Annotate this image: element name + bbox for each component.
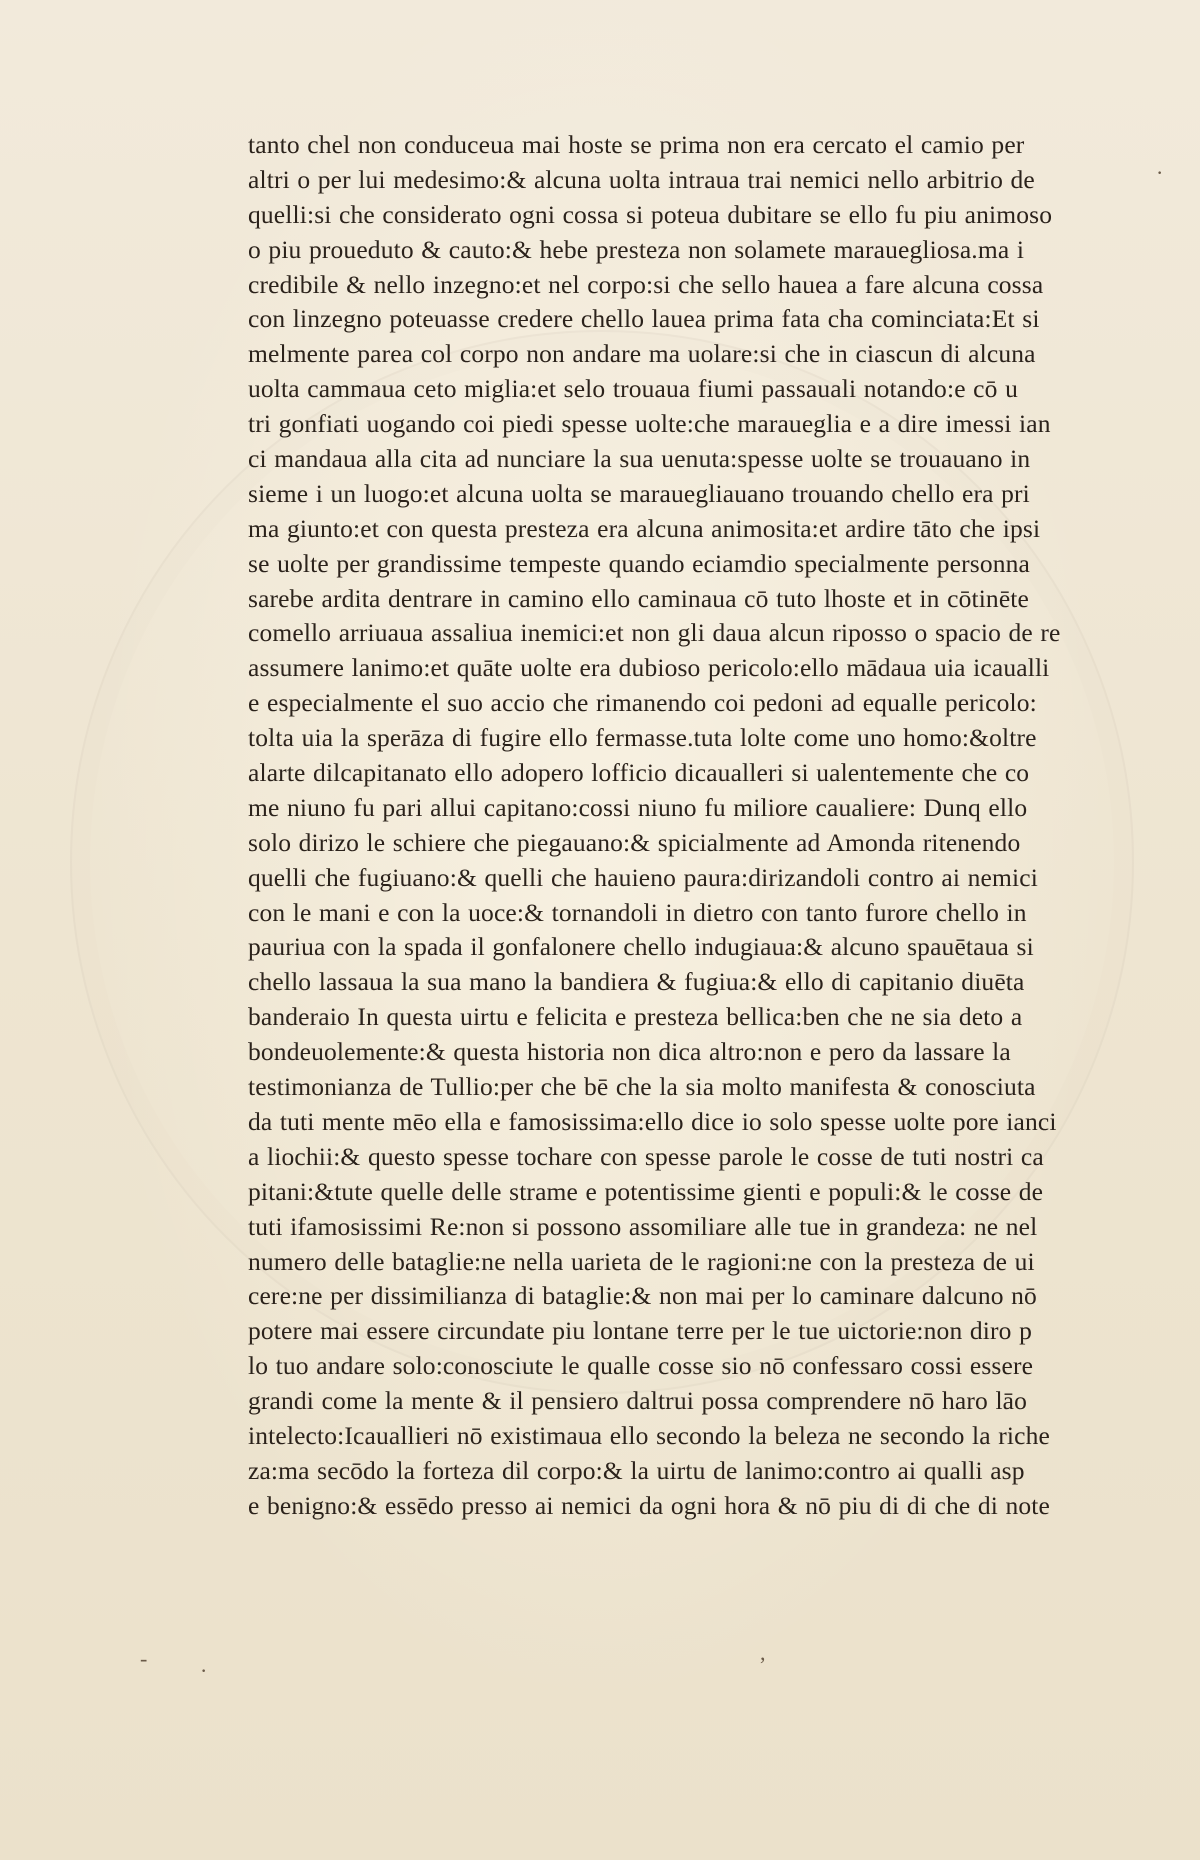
text-line: e especialmente el suo accio che rimanendo coi pedoni ad equalle pericolo: xyxy=(248,688,1037,718)
text-line: ci mandaua alla cita ad nunciare la sua uenuta:spesse uolte se trouauano in xyxy=(248,444,1031,474)
text-line: numero delle bataglie:ne nella uarieta de le ragioni:ne con la presteza de ui xyxy=(248,1246,1035,1276)
text-line: da tuti mente mēo ella e famosissima:ello dice io solo spesse uolte pore ianci xyxy=(248,1106,1057,1136)
text-line: con le mani e con la uoce:& tornandoli in dietro con tanto furore chello in xyxy=(248,897,1027,927)
text-line: o piu proueduto & cauto:& hebe presteza non solamete marauegliosa.ma i xyxy=(248,234,1025,264)
text-line: potere mai essere circundate piu lontane terre per le tue uictorie:non diro p xyxy=(248,1316,1032,1346)
text-line: melmente parea col corpo non andare ma uolare:si che in ciascun di alcuna xyxy=(248,339,1036,369)
text-line: solo dirizo le schiere che piegauano:& spicialmente ad Amonda ritenendo xyxy=(248,827,1021,857)
text-line: ma giunto:et con questa presteza era alcuna animosita:et ardire tāto che ipsi xyxy=(248,513,1041,543)
text-line: grandi come la mente & il pensiero daltrui possa comprendere nō haro lāo xyxy=(248,1386,1028,1416)
text-line: tolta uia la sperāza di fugire ello fermasse.tuta lolte come uno homo:&oltre xyxy=(248,723,1037,753)
text-line: e benigno:& essēdo presso ai nemici da ogni hora & nō piu di di che di note xyxy=(248,1490,1050,1520)
text-line: chello lassaua la sua mano la bandiera & fugiua:& ello di capitanio diuēta xyxy=(248,967,1025,997)
text-line: bondeuolemente:& questa historia non dica altro:non e pero da lassare la xyxy=(248,1037,1011,1067)
margin-speck: - xyxy=(140,1646,148,1671)
text-line: pitani:&tute quelle delle strame e potentissime gienti e populi:& le cosse de xyxy=(248,1176,1044,1206)
text-line: testimonianza de Tullio:per che bē che la sia molto manifesta & conosciuta xyxy=(248,1072,1036,1102)
text-line: za:ma secōdo la forteza dil corpo:& la uirtu de lanimo:contro ai qualli asp xyxy=(248,1455,1025,1485)
margin-speck: · xyxy=(1156,160,1164,185)
text-line: lo tuo andare solo:conosciute le qualle cosse sio nō confessaro cossi essere xyxy=(248,1351,1034,1381)
text-line: alarte dilcapitanato ello adopero lofficio dicaualleri si ualentemente che co xyxy=(248,758,1030,788)
text-line: se uolte per grandissime tempeste quando eciamdio specialmente personna xyxy=(248,548,1030,578)
text-line: sieme i un luogo:et alcuna uolta se marauegliauano trouando chello era pri xyxy=(248,478,1030,508)
text-line: quelli che fugiuano:& quelli che hauieno paura:dirizandoli contro ai nemici xyxy=(248,862,1038,892)
text-line: altri o per lui medesimo:& alcuna uolta intraua trai nemici nello arbitrio de xyxy=(248,164,1035,194)
text-line: tri gonfiati uogando coi piedi spesse uolte:che marauegliа e a dire imessi ian xyxy=(248,409,1051,439)
text-line: me niuno fu pari allui capitano:cossi niuno fu miliore caualiere: Dunq ello xyxy=(248,792,1028,822)
text-line: pauriua con la spada il gonfalonere chello indugiaua:& alcuno spauētaua si xyxy=(248,932,1034,962)
text-line: intelecto:Icauallieri nō existimaua ello secondo la beleza ne secondo la riche xyxy=(248,1420,1050,1450)
text-line: quelli:si che considerato ogni cossa si poteua dubitare se ello fu piu animoso xyxy=(248,199,1053,229)
margin-speck: · xyxy=(200,1658,208,1683)
text-line: con linzegno poteuasse credere chello lauea prima fata cha cominciata:Et si xyxy=(248,304,1040,334)
text-line: comello arriuaua assaliua inemici:et non gli daua alcun riposso o spacio de re xyxy=(248,618,1061,648)
text-line: tanto chel non conduceua mai hoste se prima non era cercato el camio per xyxy=(248,130,1025,159)
text-line: banderaio In questa uirtu e felicita e presteza bellica:ben che ne sia deto a xyxy=(248,1002,1023,1032)
text-line: credibile & nello inzegno:et nel corpo:si che sello hauea a fare alcuna cossa xyxy=(248,269,1044,299)
text-line: assumere lanimo:et quāte uolte era dubioso pericolo:ello mādaua uia icaualli xyxy=(248,653,1050,683)
text-line: a liochii:& questo spesse tochare con spesse parole le cosse de tuti nostri ca xyxy=(248,1141,1044,1171)
margin-speck: , xyxy=(760,1640,766,1665)
text-line: uolta cammaua ceto miglia:et selo trouaua fiumi passauali notando:e cō u xyxy=(248,374,1018,404)
text-line: cere:ne per dissimilianza di bataglie:& non mai per lo caminare dalcuno nō xyxy=(248,1281,1037,1311)
text-block xyxy=(248,128,1106,1524)
text-line: sarebe ardita dentrare in camino ello caminaua cō tuto lhoste et in cōtinēte xyxy=(248,583,1030,613)
text-line: tuti ifamosissimi Re:non si possono assomiliare alle tue in grandeza: ne nel xyxy=(248,1211,1038,1241)
